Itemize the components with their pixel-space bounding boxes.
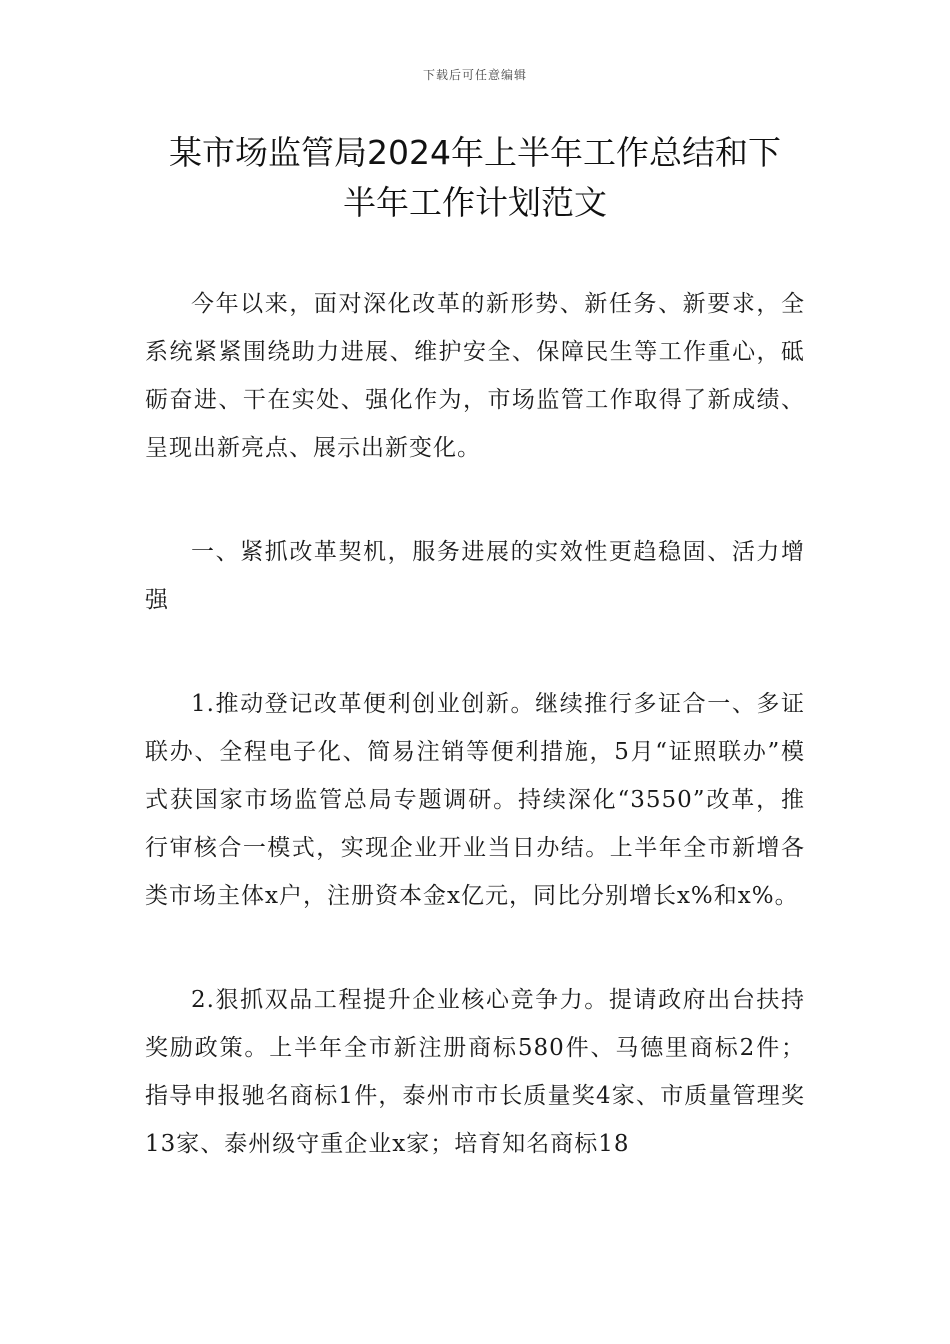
document-body: [145, 280, 805, 1168]
section-heading-1: 一、紧抓改革契机，服务进展的实效性更趋稳固、活力增强: [145, 539, 805, 613]
page-header-note: 下载后可任意编辑: [422, 68, 527, 82]
title-line-2: 半年工作计划范文: [343, 183, 607, 222]
item-paragraph-1: 1.推动登记改革便利创业创新。继续推行多证合一、多证联办、全程电子化、简易注销等便利措施，5月“证照联办”模式获国家市场监管总局专题调研。持续深化“3550”改革，推行审核合一模式，实现企业开业当日办结。上半年全市新增各类市场主体x户，注册资本金x亿元，同比分别增长x%和x%。: [145, 691, 805, 909]
title-line-1: 某市场监管局2024年上半年工作总结和下: [169, 133, 781, 172]
intro-paragraph: 今年以来，面对深化改革的新形势、新任务、新要求，全系统紧紧围绕助力进展、维护安全、保障民生等工作重心，砥砺奋进、干在实处、强化作为，市场监管工作取得了新成绩、呈现出新亮点、展示出新变化。: [145, 291, 805, 461]
item-paragraph-2: 2.狠抓双品工程提升企业核心竞争力。提请政府出台扶持奖励政策。上半年全市新注册商标580件、马德里商标2件；指导申报驰名商标1件，泰州市市长质量奖4家、市质量管理奖13家、泰州级守重企业x家；培育知名商标18: [145, 987, 805, 1157]
document-title: [145, 128, 805, 228]
